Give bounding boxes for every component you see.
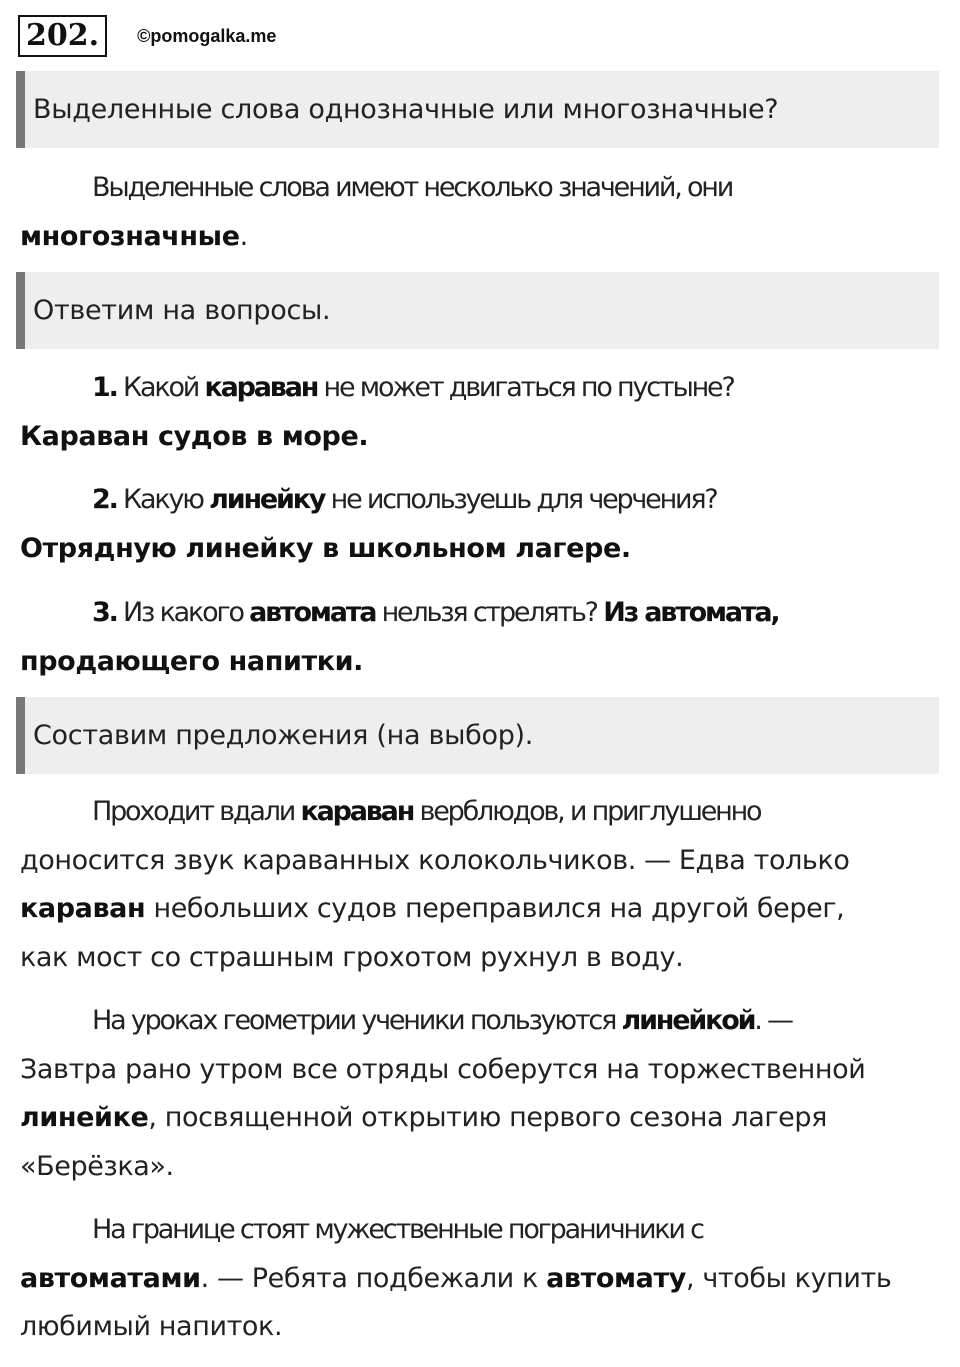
item-number: 1. (92, 372, 117, 403)
sentence-paragraph-2: На уроках геометрии ученики пользуются линейкой. — Завтра рано утром все отряды соберутся на торжественной линейке, посвященной открытию первого сезона лагеря «Берёзка». (20, 1005, 866, 1182)
item-number: 2. (92, 484, 117, 515)
answer-paragraph-1 (20, 164, 945, 261)
bold-term: караван (204, 372, 318, 403)
bold-term: автоматами (20, 1262, 201, 1294)
question-item-1: 1. Какой караван не может двигаться по пустыне? Караван судов в море. (20, 372, 734, 452)
bold-term: линейке (20, 1102, 149, 1133)
answer-text: Караван судов в море. (20, 420, 369, 452)
answer-text: Отрядную линейку в школьном лагере. (20, 532, 631, 564)
answer-line: Выделенные слова имеют несколько значений, они (92, 172, 733, 203)
bold-term: линейкой (621, 1005, 755, 1036)
sentence-paragraph-1: Проходит вдали караван верблюдов, и приглушенно доносится звук караванных колокольчиков. — Едва только караван небольших судов переправился на другой берег, как мост со страшным грохотом рухнул в воду. (20, 796, 850, 973)
answer-text: Из автомата, (603, 597, 779, 628)
sentence-paragraph-3: На границе стоят мужественные пограничники с автоматами. — Ребята подбежали к автомату, чтобы купить любимый напиток. (20, 1214, 892, 1342)
bold-term: автомату (546, 1262, 686, 1294)
bold-term: караван (300, 796, 414, 827)
bold-term: караван (20, 893, 146, 924)
bold-term: автомата (249, 597, 376, 628)
question-item-3: 3. Из какого автомата нельзя стрелять? Из автомата, продающего напитки. (20, 597, 779, 677)
question-banner-3: Составим предложения (на выбор). (16, 697, 939, 774)
item-number: 3. (92, 597, 117, 628)
question-item-2: 2. Какую линейку не используешь для черчения? Отрядную линейку в школьном лагере. (20, 484, 717, 564)
question-banner-1: Выделенные слова однозначные или многозначные? (16, 71, 939, 148)
page-header (18, 14, 276, 58)
bold-term: линейку (209, 484, 325, 515)
site-watermark: ©pomogalka.me (137, 25, 277, 46)
answer-text: продающего напитки. (20, 645, 364, 677)
bold-term: многозначные (20, 220, 240, 252)
answer-line: многозначные. (20, 220, 248, 252)
task-number: 202. (18, 15, 107, 57)
question-banner-2: Ответим на вопросы. (16, 272, 939, 349)
